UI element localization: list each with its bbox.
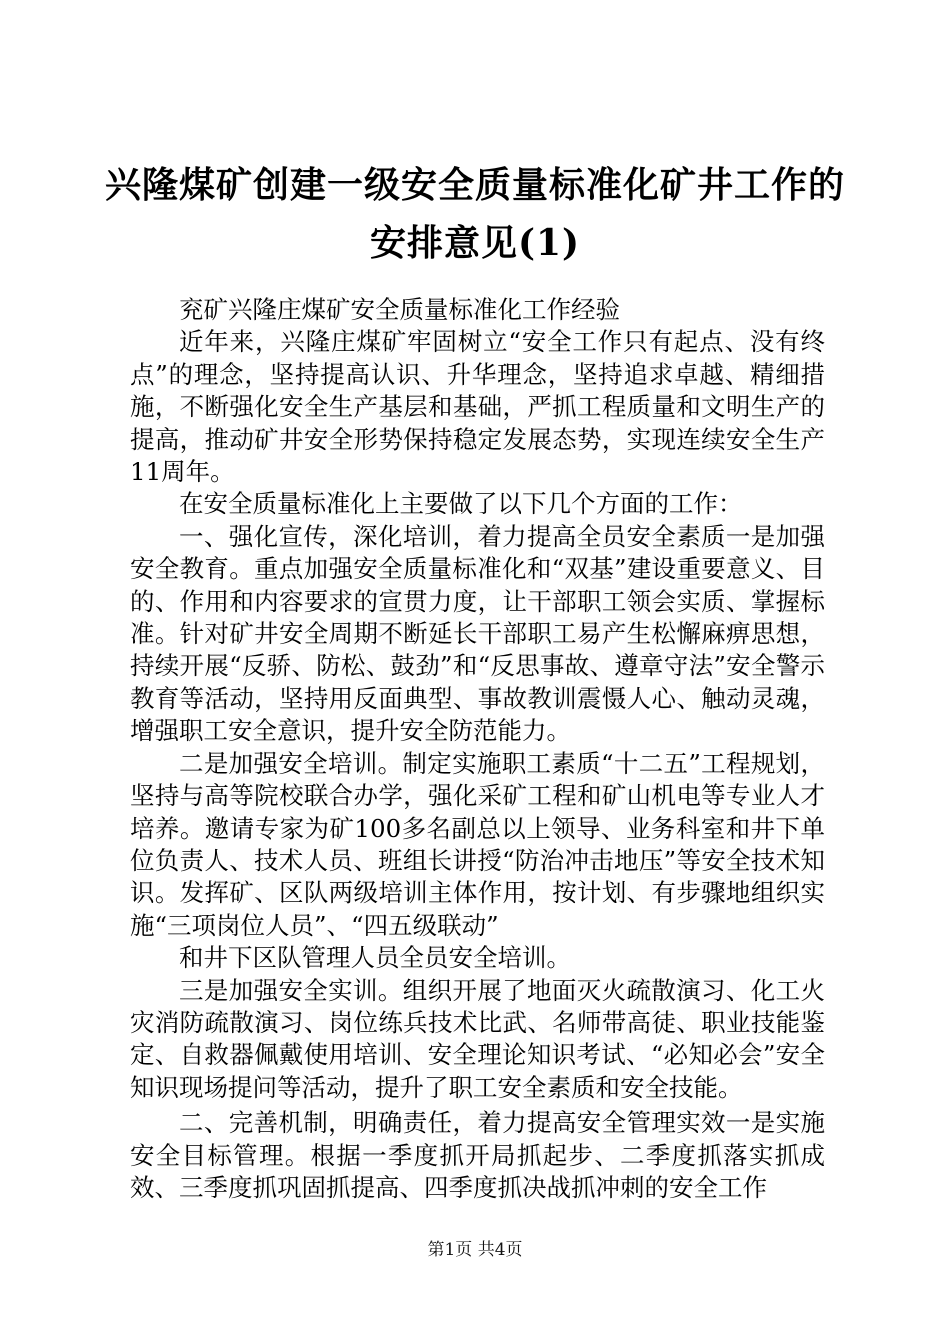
paragraph-practice: 三是加强安全实训。组织开展了地面灭火疏散演习、化工火灾消防疏散演习、岗位练兵技术比武、名师带高徒、职业技能鉴定、自救器佩戴使用培训、安全理论知识考试、“必知必会”安全知识现场提问等活动，提升了职工安全素质和安全技能。: [130, 975, 825, 1102]
paragraph-intro: 近年来，兴隆庄煤矿牢固树立“安全工作只有起点、没有终点”的理念，坚持提高认识、升华理念，坚持追求卓越、精细措施，不断强化安全生产基层和基础，严抓工程质量和文明生产的提高，推动矿井安全形势保持稳定发展态势，实现连续安全生产11周年。: [130, 327, 825, 487]
document-title-line-2: 安排意见(1): [369, 222, 581, 264]
paragraph-training-cont: 和井下区队管理人员全员安全培训。: [179, 943, 571, 973]
page-footer: 第1页 共4页: [427, 1240, 523, 1260]
paragraph-training: 二是加强安全培训。制定实施职工素质“十二五”工程规划，坚持与高等院校联合办学，强化采矿工程和矿山机电等专业人才培养。邀请专家为矿100多名副总以上领导、业务科室和井下单位负责人、技术人员、班组长讲授“防治冲击地压”等安全技术知识。发挥矿、区队两级培训主体作用，按计划、有步骤地组织实施“三项岗位人员”、“四五级联动”: [130, 748, 825, 940]
paragraph-subtitle: 兖矿兴隆庄煤矿安全质量标准化工作经验: [179, 295, 620, 324]
document-body: [130, 294, 825, 1204]
paragraph-overview: 在安全质量标准化上主要做了以下几个方面的工作：: [179, 489, 743, 519]
paragraph-section-2: 二、完善机制，明确责任，着力提高安全管理实效一是实施安全目标管理。根据一季度抓开局抓起步、二季度抓落实抓成效、三季度抓巩固抓提高、四季度抓决战抓冲刺的安全工作: [130, 1108, 825, 1202]
document-title-line-1: 兴隆煤矿创建一级安全质量标准化矿井工作的: [104, 164, 845, 206]
paragraph-section-1: 一、强化宣传，深化培训，着力提高全员安全素质一是加强安全教育。重点加强安全质量标准化和“双基”建设重要意义、目的、作用和内容要求的宣贯力度，让干部职工领会实质、掌握标准。针对矿井安全周期不断延长干部职工易产生松懈麻痹思想，持续开展“反骄、防松、鼓劲”和“反思事故、遵章守法”安全警示教育等活动，坚持用反面典型、事故教训震慑人心、触动灵魂，增强职工安全意识，提升安全防范能力。: [130, 521, 825, 746]
